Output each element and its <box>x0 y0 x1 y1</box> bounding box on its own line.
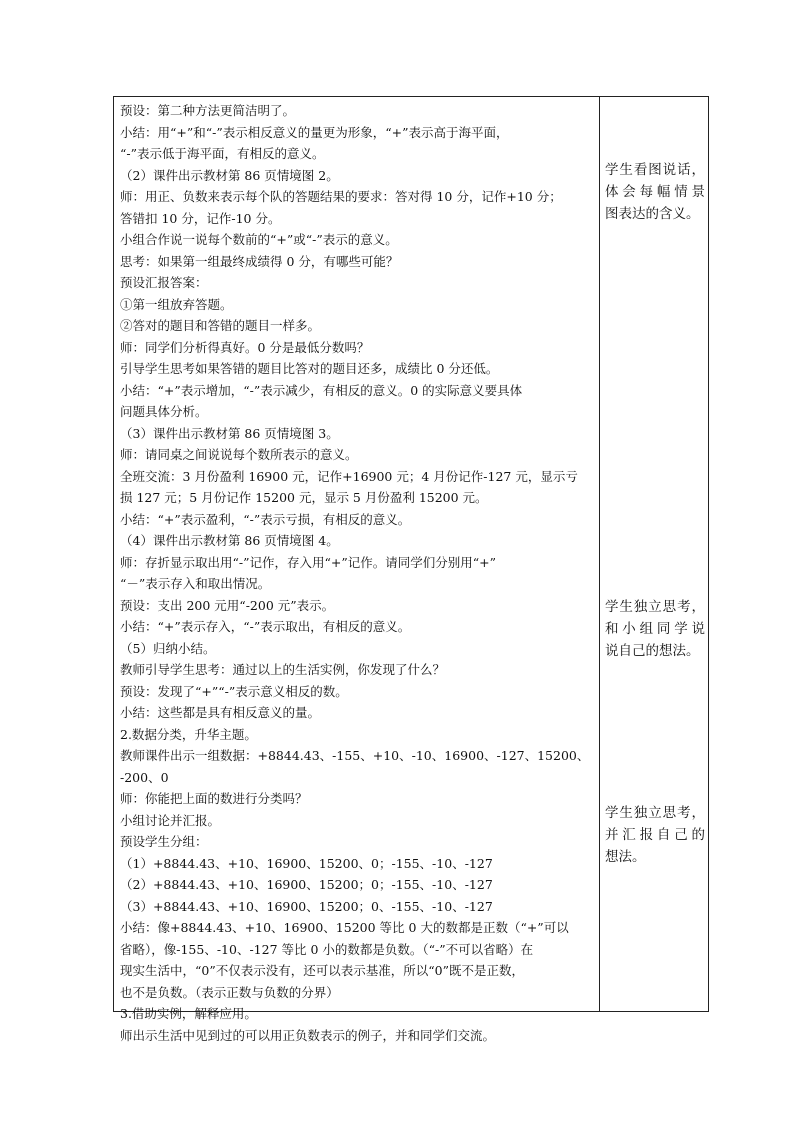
text-line: 问题具体分析。 <box>120 404 208 419</box>
text-line: （1）+8844.43、+10、16900、15200、0；-155、-10、-127 <box>120 855 493 871</box>
text-line: 小结：“+”表示存入，“-”表示取出，有相反的意义。 <box>120 619 411 634</box>
text-line: ②答对的题目和答错的题目一样多。 <box>120 318 321 333</box>
text-line: “－”表示存入和取出情况。 <box>120 576 271 591</box>
section-heading: 2.数据分类，升华主题。 <box>120 726 257 742</box>
note-line: 学生独立思考， <box>605 599 705 615</box>
text-line: 师：你能把上面的数进行分类吗？ <box>120 791 308 806</box>
text-line: 预设：发现了“+”“-”表示意义相反的数。 <box>120 683 348 699</box>
text-line: 小结：这些都是具有相反意义的量。 <box>120 705 321 720</box>
note-line: 说自己的想法。 <box>605 643 700 659</box>
text-line: 小组讨论并汇报。 <box>120 812 221 828</box>
student-activity-note-2 <box>605 596 705 662</box>
text-line: 师：请同桌之间说说每个数所表示的意义。 <box>120 447 358 462</box>
lesson-table <box>113 96 709 1043</box>
text-line: 也不是负数。（表示正数与负数的分界） <box>120 984 339 1000</box>
text-line: 教师引导学生思考：通过以上的生活实例，你发现了什么？ <box>120 662 446 677</box>
note-line: 并汇报自己的 <box>605 827 705 843</box>
text-line: （2）课件出示教材第 86 页情境图 2。 <box>120 167 339 183</box>
text-line: 师：存折显示取出用“-”记作，存入用“+”记作。请同学们分别用“+” <box>120 554 497 570</box>
note-line: 学生看图说话， <box>605 162 705 178</box>
text-line: 全班交流：3 月份盈利 16900 元，记作+16900 元；4 月份记作-127 元，显示亏 <box>120 468 578 484</box>
note-line: 想法。 <box>605 849 646 865</box>
text-line: 师出示生活中见到过的可以用正负数表示的例子，并和同学们交流。 <box>120 1027 496 1043</box>
text-line: 思考：如果第一组最终成绩得 0 分，有哪些可能？ <box>120 253 399 269</box>
text-line: 小结：用“+”和“-”表示相反意义的量更为形象，“+”表示高于海平面， <box>120 124 509 140</box>
note-line: 和小组同学说 <box>605 621 705 637</box>
text-line: ①第一组放弃答题。 <box>120 296 233 312</box>
text-line: 小组合作说一说每个数前的“+”或“-”表示的意义。 <box>120 232 398 247</box>
text-line: 师：用正、负数来表示每个队的答题结果的要求：答对得 10 分，记作+10 分； <box>120 189 562 204</box>
text-line: “-”表示低于海平面，有相反的意义。 <box>120 146 325 161</box>
text-line: 预设：第二种方法更简洁明了。 <box>120 103 296 118</box>
student-activity-note-1 <box>605 159 705 225</box>
text-line: 省略），像-155、-10、-127 等比 0 小的数都是负数。（“-”不可以省略）在 <box>120 941 534 957</box>
column-divider <box>599 97 600 1011</box>
text-line: （5）归纳小结。 <box>120 640 216 656</box>
text-line: 现实生活中，“0”不仅表示没有，还可以表示基准，所以“0”既不是正数， <box>120 963 524 978</box>
text-line: 小结：“+”表示盈利，“-”表示亏损，有相反的意义。 <box>120 511 411 527</box>
note-line: 学生独立思考， <box>605 805 705 821</box>
text-line: 预设学生分组： <box>120 834 208 849</box>
text-line: 小结：像+8844.43、+10、16900、15200 等比 0 大的数都是正数（“+”可以 <box>120 920 569 935</box>
text-line: （3）+8844.43、+10、16900、15200；0、-155、-10、-127 <box>120 898 493 914</box>
text-line: 预设：支出 200 元用“-200 元”表示。 <box>120 597 335 613</box>
text-line: 教师课件出示一组数据：+8844.43、-155、+10、-10、16900、-127、15200、 <box>120 748 590 763</box>
lesson-content-column <box>120 100 594 1046</box>
text-line: 引导学生思考如果答错的题目比答对的题目还多，成绩比 0 分还低。 <box>120 361 499 376</box>
text-line: 师：同学们分析得真好。0 分是最低分数吗？ <box>120 339 370 355</box>
text-line: 答错扣 10 分，记作-10 分。 <box>120 210 281 226</box>
text-line: 小结：“+”表示增加，“-”表示减少，有相反的意义。0 的实际意义要具体 <box>120 382 523 398</box>
text-line: （4）课件出示教材第 86 页情境图 4。 <box>120 533 339 548</box>
section-heading: 3.借助实例，解释应用。 <box>120 1006 257 1021</box>
note-line: 体会每幅情景 <box>605 184 705 200</box>
text-line: 预设汇报答案： <box>120 275 208 290</box>
text-line: （2）+8844.43、+10、16900、15200；0；-155、-10、-127 <box>120 877 493 892</box>
text-line: （3）课件出示教材第 86 页情境图 3。 <box>120 425 339 441</box>
text-line: 损 127 元；5 月份记作 15200 元，显示 5 月份盈利 15200 元。 <box>120 490 488 505</box>
text-line: -200、0 <box>120 769 169 785</box>
student-activity-note-3 <box>605 802 705 868</box>
note-line: 图表达的含义。 <box>605 206 700 222</box>
